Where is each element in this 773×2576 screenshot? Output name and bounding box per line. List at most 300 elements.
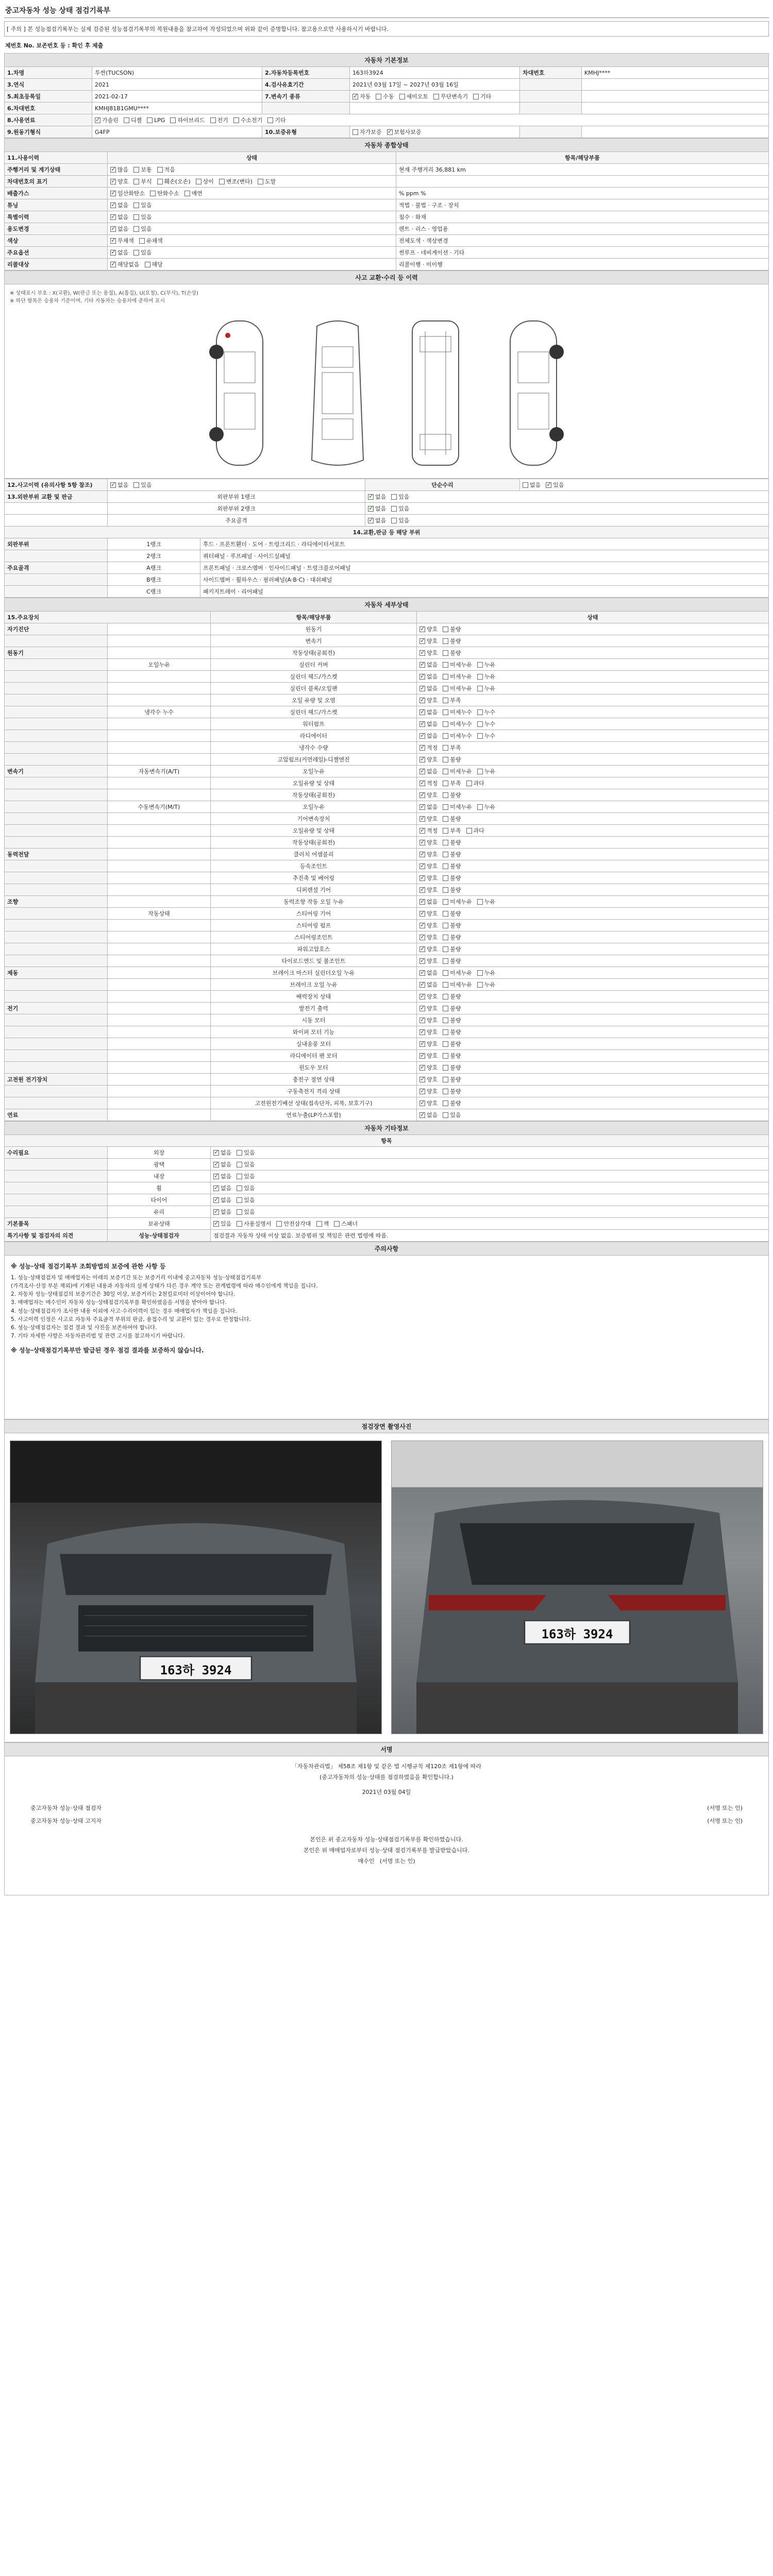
checkbox-option[interactable] (433, 92, 468, 100)
checkbox-icon[interactable] (419, 1029, 425, 1035)
checkbox-icon[interactable] (213, 1209, 219, 1215)
checkbox-icon[interactable] (419, 1065, 425, 1071)
checkbox-icon[interactable] (133, 482, 139, 488)
checkbox-icon[interactable] (133, 202, 139, 208)
checkbox-icon[interactable] (213, 1174, 219, 1179)
checkbox-icon[interactable] (368, 506, 374, 512)
checkbox-option[interactable] (219, 177, 253, 185)
checkbox-option[interactable] (368, 493, 386, 501)
checkbox-icon[interactable] (443, 745, 448, 751)
checkbox-icon[interactable] (391, 494, 397, 500)
checkbox-icon[interactable] (110, 191, 116, 196)
checkbox-icon[interactable] (419, 982, 425, 988)
checkbox-option[interactable] (147, 117, 165, 124)
checkbox-option[interactable] (95, 116, 119, 124)
checkbox-icon[interactable] (443, 828, 448, 834)
checkbox-option[interactable] (419, 992, 438, 1001)
checkbox-icon[interactable] (443, 1077, 448, 1082)
checkbox-option[interactable] (419, 625, 438, 633)
checkbox-icon[interactable] (139, 238, 145, 244)
checkbox-icon[interactable] (237, 1150, 242, 1156)
checkbox-option[interactable] (419, 1016, 438, 1024)
checkbox-option[interactable] (419, 732, 438, 740)
checkbox-icon[interactable] (443, 852, 448, 857)
checkbox-icon[interactable] (419, 1053, 425, 1059)
checkbox-icon[interactable] (477, 970, 483, 976)
checkbox-icon[interactable] (124, 117, 129, 123)
checkbox-icon[interactable] (443, 935, 448, 940)
checkbox-icon[interactable] (419, 650, 425, 656)
checkbox-icon[interactable] (233, 117, 239, 123)
checkbox-option[interactable] (213, 1196, 231, 1204)
checkbox-option[interactable] (443, 897, 472, 906)
checkbox-icon[interactable] (419, 721, 425, 727)
checkbox-option[interactable] (124, 116, 142, 124)
checkbox-option[interactable] (419, 637, 438, 645)
checkbox-option[interactable] (352, 92, 371, 100)
checkbox-icon[interactable] (419, 816, 425, 822)
checkbox-icon[interactable] (237, 1162, 242, 1167)
checkbox-icon[interactable] (352, 94, 358, 99)
checkbox-icon[interactable] (419, 875, 425, 881)
checkbox-option[interactable] (133, 213, 152, 221)
checkbox-icon[interactable] (443, 958, 448, 964)
checkbox-icon[interactable] (95, 117, 100, 123)
checkbox-icon[interactable] (473, 94, 479, 99)
checkbox-option[interactable] (419, 684, 438, 692)
checkbox-icon[interactable] (443, 994, 448, 999)
checkbox-icon[interactable] (443, 911, 448, 917)
checkbox-icon[interactable] (237, 1197, 242, 1203)
checkbox-option[interactable] (443, 921, 461, 929)
checkbox-icon[interactable] (210, 117, 216, 123)
checkbox-icon[interactable] (443, 674, 448, 680)
checkbox-option[interactable] (443, 755, 461, 764)
checkbox-option[interactable] (419, 969, 438, 977)
checkbox-option[interactable] (419, 1028, 438, 1036)
checkbox-option[interactable] (399, 92, 429, 100)
checkbox-option[interactable] (133, 165, 152, 174)
checkbox-option[interactable] (237, 1219, 271, 1228)
checkbox-icon[interactable] (267, 117, 273, 123)
checkbox-icon[interactable] (391, 518, 397, 523)
checkbox-icon[interactable] (477, 674, 483, 680)
checkbox-icon[interactable] (334, 1221, 340, 1227)
checkbox-icon[interactable] (391, 506, 397, 512)
checkbox-option[interactable] (184, 189, 203, 197)
checkbox-icon[interactable] (477, 709, 483, 715)
checkbox-icon[interactable] (466, 828, 472, 834)
checkbox-option[interactable] (443, 1087, 461, 1095)
checkbox-icon[interactable] (110, 167, 116, 173)
checkbox-option[interactable] (443, 1063, 461, 1072)
checkbox-option[interactable] (419, 720, 438, 728)
checkbox-icon[interactable] (110, 262, 116, 267)
checkbox-option[interactable] (419, 897, 438, 906)
checkbox-icon[interactable] (443, 792, 448, 798)
checkbox-option[interactable] (157, 165, 175, 174)
checkbox-option[interactable] (443, 1052, 461, 1060)
checkbox-option[interactable] (443, 850, 461, 858)
inspector-sign[interactable]: (서명 또는 인) (707, 1804, 743, 1811)
checkbox-option[interactable] (419, 886, 438, 894)
checkbox-option[interactable] (258, 177, 276, 185)
checkbox-icon[interactable] (157, 167, 163, 173)
checkbox-icon[interactable] (213, 1221, 219, 1227)
checkbox-option[interactable] (419, 660, 438, 669)
checkbox-option[interactable] (237, 1196, 255, 1204)
checkbox-option[interactable] (419, 1040, 438, 1048)
checkbox-option[interactable] (196, 177, 214, 185)
checkbox-option[interactable] (150, 189, 179, 197)
checkbox-option[interactable] (443, 886, 461, 894)
checkbox-option[interactable] (368, 516, 386, 524)
checkbox-icon[interactable] (477, 982, 483, 988)
checkbox-icon[interactable] (419, 1006, 425, 1011)
checkbox-option[interactable] (110, 236, 134, 245)
checkbox-icon[interactable] (213, 1185, 219, 1191)
checkbox-icon[interactable] (110, 250, 116, 256)
checkbox-icon[interactable] (419, 852, 425, 857)
checkbox-option[interactable] (110, 481, 128, 489)
checkbox-icon[interactable] (443, 840, 448, 845)
checkbox-icon[interactable] (419, 863, 425, 869)
checkbox-icon[interactable] (477, 899, 483, 905)
checkbox-option[interactable] (477, 684, 495, 692)
checkbox-option[interactable] (443, 826, 461, 835)
checkbox-option[interactable] (477, 732, 495, 740)
checkbox-option[interactable] (391, 493, 409, 501)
checkbox-icon[interactable] (110, 226, 116, 232)
checkbox-icon[interactable] (170, 117, 176, 123)
checkbox-option[interactable] (477, 803, 495, 811)
checkbox-option[interactable] (133, 201, 152, 209)
checkbox-option[interactable] (419, 696, 438, 704)
checkbox-option[interactable] (133, 481, 152, 489)
checkbox-option[interactable] (443, 625, 461, 633)
checkbox-icon[interactable] (546, 482, 551, 488)
checkbox-icon[interactable] (443, 1089, 448, 1094)
checkbox-icon[interactable] (443, 721, 448, 727)
checkbox-option[interactable] (443, 660, 472, 669)
checkbox-icon[interactable] (477, 662, 483, 668)
checkbox-option[interactable] (419, 1099, 438, 1107)
checkbox-option[interactable] (376, 92, 394, 100)
checkbox-icon[interactable] (443, 875, 448, 881)
checkbox-option[interactable] (443, 1099, 461, 1107)
checkbox-option[interactable] (419, 874, 438, 882)
checkbox-icon[interactable] (368, 518, 374, 523)
checkbox-icon[interactable] (133, 167, 139, 173)
checkbox-option[interactable] (419, 803, 438, 811)
checkbox-icon[interactable] (443, 650, 448, 656)
checkbox-option[interactable] (443, 1075, 461, 1083)
checkbox-option[interactable] (419, 743, 438, 752)
checkbox-option[interactable] (466, 779, 484, 787)
checkbox-option[interactable] (419, 1052, 438, 1060)
checkbox-icon[interactable] (443, 1006, 448, 1011)
checkbox-option[interactable] (210, 116, 228, 124)
checkbox-icon[interactable] (477, 721, 483, 727)
checkbox-icon[interactable] (133, 250, 139, 256)
checkbox-option[interactable] (213, 1172, 231, 1180)
checkbox-icon[interactable] (110, 214, 116, 220)
notifier-sign[interactable]: (서명 또는 인) (707, 1817, 743, 1824)
checkbox-icon[interactable] (443, 769, 448, 774)
checkbox-icon[interactable] (419, 1112, 425, 1118)
checkbox-icon[interactable] (419, 781, 425, 786)
checkbox-option[interactable] (419, 945, 438, 953)
checkbox-icon[interactable] (477, 686, 483, 691)
checkbox-option[interactable] (391, 504, 409, 513)
checkbox-icon[interactable] (419, 626, 425, 632)
checkbox-icon[interactable] (419, 804, 425, 810)
checkbox-icon[interactable] (419, 1041, 425, 1047)
checkbox-option[interactable] (110, 248, 128, 257)
checkbox-icon[interactable] (443, 804, 448, 810)
checkbox-icon[interactable] (419, 1089, 425, 1094)
checkbox-icon[interactable] (443, 887, 448, 893)
checkbox-option[interactable] (419, 980, 438, 989)
checkbox-icon[interactable] (237, 1209, 242, 1215)
checkbox-icon[interactable] (276, 1221, 282, 1227)
checkbox-icon[interactable] (443, 1100, 448, 1106)
checkbox-option[interactable] (133, 177, 152, 185)
checkbox-icon[interactable] (110, 238, 116, 244)
checkbox-icon[interactable] (419, 757, 425, 762)
checkbox-option[interactable] (419, 933, 438, 941)
checkbox-option[interactable] (477, 969, 495, 977)
checkbox-option[interactable] (477, 660, 495, 669)
checkbox-icon[interactable] (419, 674, 425, 680)
checkbox-option[interactable] (237, 1172, 255, 1180)
checkbox-option[interactable] (276, 1219, 311, 1228)
checkbox-option[interactable] (443, 1040, 461, 1048)
checkbox-option[interactable] (133, 248, 152, 257)
checkbox-icon[interactable] (316, 1221, 322, 1227)
checkbox-icon[interactable] (110, 179, 116, 184)
checkbox-icon[interactable] (419, 638, 425, 644)
buyer-sign[interactable]: (서명 또는 인) (379, 1858, 415, 1865)
checkbox-icon[interactable] (419, 1018, 425, 1023)
checkbox-option[interactable] (443, 1028, 461, 1036)
checkbox-option[interactable] (419, 708, 438, 716)
checkbox-icon[interactable] (419, 828, 425, 834)
checkbox-icon[interactable] (443, 686, 448, 691)
checkbox-icon[interactable] (443, 1053, 448, 1059)
checkbox-icon[interactable] (443, 638, 448, 644)
checkbox-icon[interactable] (443, 923, 448, 928)
checkbox-option[interactable] (443, 708, 472, 716)
checkbox-icon[interactable] (237, 1185, 242, 1191)
checkbox-icon[interactable] (419, 887, 425, 893)
checkbox-option[interactable] (443, 637, 461, 645)
checkbox-option[interactable] (419, 1004, 438, 1012)
checkbox-option[interactable] (473, 92, 491, 100)
checkbox-option[interactable] (477, 980, 495, 989)
checkbox-option[interactable] (334, 1219, 358, 1228)
checkbox-option[interactable] (443, 992, 461, 1001)
checkbox-icon[interactable] (419, 970, 425, 976)
checkbox-option[interactable] (443, 815, 461, 823)
checkbox-icon[interactable] (443, 816, 448, 822)
checkbox-icon[interactable] (133, 226, 139, 232)
checkbox-icon[interactable] (368, 494, 374, 500)
checkbox-icon[interactable] (147, 117, 153, 123)
checkbox-option[interactable] (443, 767, 472, 775)
checkbox-option[interactable] (419, 791, 438, 799)
checkbox-icon[interactable] (213, 1150, 219, 1156)
checkbox-option[interactable] (443, 945, 461, 953)
checkbox-icon[interactable] (399, 94, 405, 99)
checkbox-option[interactable] (110, 225, 128, 233)
checkbox-icon[interactable] (419, 1077, 425, 1082)
checkbox-option[interactable] (477, 897, 495, 906)
checkbox-icon[interactable] (419, 935, 425, 940)
checkbox-icon[interactable] (443, 1018, 448, 1023)
checkbox-icon[interactable] (133, 214, 139, 220)
checkbox-icon[interactable] (133, 179, 139, 184)
checkbox-icon[interactable] (443, 781, 448, 786)
checkbox-option[interactable] (110, 201, 128, 209)
checkbox-option[interactable] (110, 189, 145, 197)
checkbox-icon[interactable] (219, 179, 225, 184)
checkbox-option[interactable] (477, 720, 495, 728)
checkbox-option[interactable] (419, 1087, 438, 1095)
checkbox-icon[interactable] (443, 946, 448, 952)
checkbox-option[interactable] (419, 815, 438, 823)
checkbox-icon[interactable] (466, 781, 472, 786)
checkbox-option[interactable] (419, 921, 438, 929)
checkbox-option[interactable] (443, 1016, 461, 1024)
checkbox-option[interactable] (443, 732, 472, 740)
checkbox-option[interactable] (145, 260, 163, 268)
checkbox-option[interactable] (443, 909, 461, 918)
checkbox-option[interactable] (419, 779, 438, 787)
checkbox-icon[interactable] (196, 179, 201, 184)
checkbox-icon[interactable] (419, 899, 425, 905)
checkbox-option[interactable] (237, 1148, 255, 1157)
checkbox-icon[interactable] (213, 1162, 219, 1167)
checkbox-icon[interactable] (443, 698, 448, 703)
checkbox-icon[interactable] (258, 179, 263, 184)
checkbox-icon[interactable] (184, 191, 190, 196)
checkbox-icon[interactable] (523, 482, 528, 488)
checkbox-option[interactable] (419, 957, 438, 965)
checkbox-option[interactable] (443, 791, 461, 799)
checkbox-option[interactable] (443, 779, 461, 787)
checkbox-icon[interactable] (419, 911, 425, 917)
checkbox-icon[interactable] (419, 662, 425, 668)
checkbox-icon[interactable] (443, 970, 448, 976)
checkbox-option[interactable] (110, 213, 128, 221)
checkbox-option[interactable] (443, 957, 461, 965)
checkbox-option[interactable] (419, 850, 438, 858)
checkbox-option[interactable] (443, 969, 472, 977)
checkbox-option[interactable] (170, 116, 205, 124)
checkbox-option[interactable] (316, 1219, 329, 1228)
checkbox-icon[interactable] (387, 129, 393, 135)
checkbox-option[interactable] (443, 684, 472, 692)
checkbox-icon[interactable] (419, 686, 425, 691)
checkbox-option[interactable] (443, 1111, 461, 1119)
checkbox-option[interactable] (419, 767, 438, 775)
checkbox-option[interactable] (237, 1160, 255, 1168)
checkbox-icon[interactable] (419, 923, 425, 928)
checkbox-icon[interactable] (237, 1221, 242, 1227)
checkbox-icon[interactable] (419, 994, 425, 999)
checkbox-option[interactable] (443, 696, 461, 704)
checkbox-option[interactable] (110, 260, 140, 268)
checkbox-option[interactable] (419, 755, 438, 764)
checkbox-icon[interactable] (443, 662, 448, 668)
checkbox-icon[interactable] (443, 1112, 448, 1118)
checkbox-option[interactable] (443, 980, 472, 989)
checkbox-option[interactable] (139, 236, 163, 245)
checkbox-icon[interactable] (419, 946, 425, 952)
checkbox-icon[interactable] (213, 1197, 219, 1203)
checkbox-icon[interactable] (419, 698, 425, 703)
checkbox-option[interactable] (213, 1219, 231, 1228)
checkbox-option[interactable] (133, 225, 152, 233)
checkbox-option[interactable] (443, 1004, 461, 1012)
checkbox-icon[interactable] (443, 863, 448, 869)
checkbox-icon[interactable] (443, 733, 448, 739)
checkbox-option[interactable] (391, 516, 409, 524)
checkbox-option[interactable] (419, 1111, 438, 1119)
checkbox-option[interactable] (352, 128, 382, 136)
checkbox-icon[interactable] (477, 769, 483, 774)
checkbox-icon[interactable] (419, 792, 425, 798)
checkbox-icon[interactable] (419, 733, 425, 739)
checkbox-option[interactable] (443, 649, 461, 657)
checkbox-option[interactable] (419, 649, 438, 657)
checkbox-icon[interactable] (110, 202, 116, 208)
checkbox-option[interactable] (419, 862, 438, 870)
checkbox-icon[interactable] (419, 769, 425, 774)
checkbox-option[interactable] (110, 177, 128, 185)
checkbox-icon[interactable] (443, 982, 448, 988)
checkbox-option[interactable] (233, 116, 263, 124)
checkbox-option[interactable] (443, 803, 472, 811)
checkbox-icon[interactable] (376, 94, 381, 99)
checkbox-option[interactable] (157, 177, 191, 185)
checkbox-option[interactable] (443, 874, 461, 882)
checkbox-option[interactable] (419, 826, 438, 835)
checkbox-icon[interactable] (352, 129, 358, 135)
checkbox-icon[interactable] (443, 1065, 448, 1071)
checkbox-icon[interactable] (443, 626, 448, 632)
checkbox-icon[interactable] (237, 1174, 242, 1179)
checkbox-option[interactable] (267, 116, 285, 124)
checkbox-option[interactable] (419, 672, 438, 681)
checkbox-option[interactable] (419, 1063, 438, 1072)
checkbox-option[interactable] (213, 1208, 231, 1216)
checkbox-icon[interactable] (443, 709, 448, 715)
checkbox-option[interactable] (443, 743, 461, 752)
checkbox-option[interactable] (419, 1075, 438, 1083)
checkbox-option[interactable] (477, 708, 495, 716)
checkbox-icon[interactable] (477, 733, 483, 739)
checkbox-option[interactable] (546, 481, 564, 489)
checkbox-icon[interactable] (419, 709, 425, 715)
checkbox-icon[interactable] (433, 94, 439, 99)
checkbox-icon[interactable] (157, 179, 163, 184)
checkbox-icon[interactable] (145, 262, 150, 267)
checkbox-option[interactable] (443, 862, 461, 870)
checkbox-icon[interactable] (419, 745, 425, 751)
checkbox-option[interactable] (443, 933, 461, 941)
